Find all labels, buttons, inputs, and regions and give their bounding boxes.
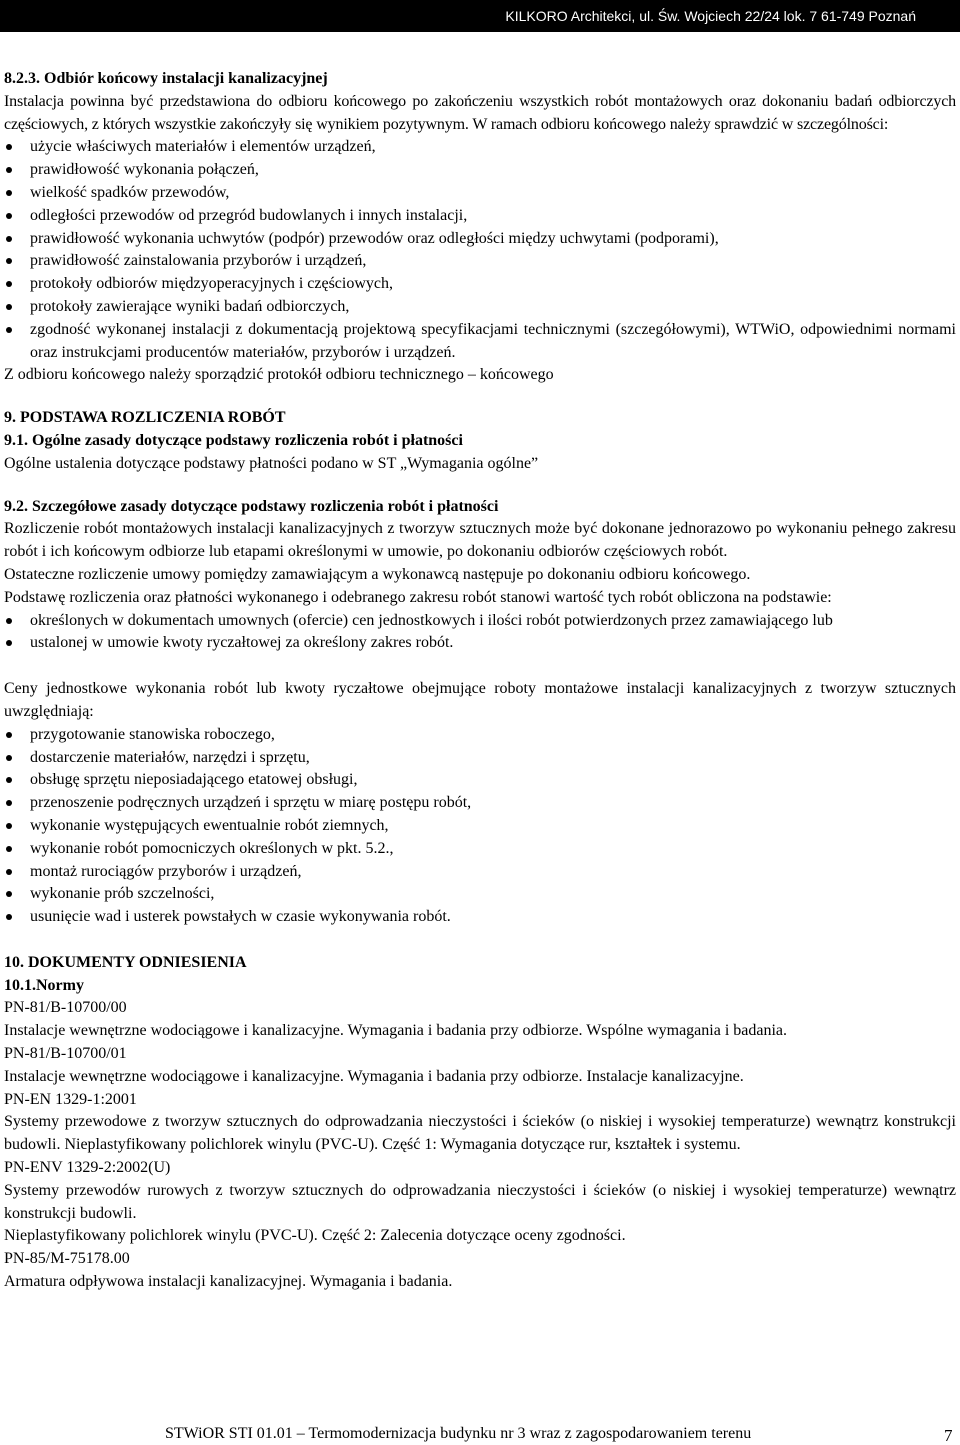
list-item: wielkość spadków przewodów, <box>4 182 956 205</box>
norm-code: PN-81/B-10700/01 <box>4 1045 127 1063</box>
basis-list <box>4 610 956 656</box>
section-92-paragraph: Podstawę rozliczenia oraz płatności wykonanego i odebranego zakresu robót stanowi wartość tych robót obliczona na podstawie: <box>4 588 832 606</box>
list-item: zgodność wykonanej instalacji z dokumentacją projektową specyfikacjami technicznymi (szczegółowymi), WTWiO, odpowiednimi normami oraz instrukcjami producentów materiałów, przyborów i urządzeń. <box>4 319 956 365</box>
norm-code: PN-85/M-75178.00 <box>4 1250 130 1268</box>
list-item: montaż rurociągów przyborów i urządzeń, <box>4 861 956 884</box>
footer-text: STWiOR STI 01.01 – Termomodernizacja budynku nr 3 wraz z zagospodarowaniem terenu <box>165 1425 752 1442</box>
norm-description: Instalacje wewnętrzne wodociągowe i kanalizacyjne. Wymagania i badania przy odbiorze. Instalacje kanalizacyjne. <box>4 1067 744 1085</box>
list-item: wykonanie robót pomocniczych określonych w pkt. 5.2., <box>4 838 956 861</box>
list-item: wykonanie występujących ewentualnie robót ziemnych, <box>4 815 956 838</box>
section-92-paragraph: Rozliczenie robót montażowych instalacji kanalizacyjnych z tworzyw sztucznych może być dokonane jednorazowo po wykonaniu pełnego zakresu robót i ich końcowym odbiorze lub etapami określonymi w umowie, po dokonaniu odbiorów częściowych robót. <box>4 520 956 561</box>
list-item: prawidłowość wykonania uchwytów (podpór) przewodów oraz odległości między uchwytami (podporami), <box>4 228 956 251</box>
norm-description: Systemy przewodowe z tworzyw sztucznych do odprowadzania nieczystości i ścieków (o niskiej i wysokiej temperaturze) wewnątrz konstrukcji budowli. Nieplastyfikowany polichlorek winylu (PVC-U). Część 1: Wymagania dotyczące rur, kształtek i systemu. <box>4 1113 956 1154</box>
price-components-list <box>4 724 956 929</box>
section-10-title: 10. DOKUMENTY ODNIESIENIA <box>4 953 247 971</box>
norm-description: Instalacje wewnętrzne wodociągowe i kanalizacyjne. Wymagania i badania przy odbiorze. Wspólne wymagania i badania. <box>4 1022 788 1040</box>
section-92-paragraph: Ostateczne rozliczenie umowy pomiędzy zamawiającym a wykonawcą następuje po dokonaniu odbioru końcowego. <box>4 565 751 583</box>
list-item: prawidłowość wykonania połączeń, <box>4 159 956 182</box>
section-92-title: 9.2. Szczegółowe zasady dotyczące podstawy rozliczenia robót i płatności <box>4 497 499 515</box>
list-item: odległości przewodów od przegród budowlanych i innych instalacji, <box>4 205 956 228</box>
section-91-text: Ogólne ustalenia dotyczące podstawy płatności podano w ST „Wymagania ogólne” <box>4 454 539 472</box>
page-header <box>0 0 960 32</box>
prices-intro: Ceny jednostkowe wykonania robót lub kwoty ryczałtowe obejmujące roboty montażowe instalacji kanalizacyjnych z tworzyw sztucznych uwzględniają: <box>4 680 956 720</box>
document-body <box>4 68 956 1294</box>
norm-code: PN-81/B-10700/00 <box>4 999 127 1017</box>
norm-description: Systemy przewodów rurowych z tworzyw sztucznych do odprowadzania nieczystości i ścieków (o niskiej i wysokiej temperaturze) wewnątrz konstrukcji budowli. <box>4 1181 956 1222</box>
norm-description-continued: Nieplastyfikowany polichlorek winylu (PVC-U). Część 2: Zalecenia dotyczące oceny zgodności. <box>4 1227 626 1245</box>
list-item: protokoły zawierające wyniki badań odbiorczych, <box>4 296 956 319</box>
section-823-intro: Instalacja powinna być przedstawiona do odbioru końcowego po zakończeniu wszystkich robót montażowych oraz dokonaniu badań odbiorczych częściowych, z których wszystkie zakończyły się wynikiem pozytywnym. W ramach odbioru końcowego należy sprawdzić w szczególności: <box>4 92 956 133</box>
section-823-title: 8.2.3. Odbiór końcowy instalacji kanalizacyjnej <box>4 70 328 87</box>
list-item: protokoły odbiorów międzyoperacyjnych i częściowych, <box>4 273 956 296</box>
list-item: usunięcie wad i usterek powstałych w czasie wykonywania robót. <box>4 906 956 929</box>
header-text: KILKORO Architekci, ul. Św. Wojciech 22/24 lok. 7 61-749 Poznań <box>505 8 916 24</box>
norm-code: PN-ENV 1329-2:2002(U) <box>4 1159 171 1177</box>
section-823-checklist <box>4 136 956 364</box>
norm-description: Armatura odpływowa instalacji kanalizacyjnej. Wymagania i badania. <box>4 1273 453 1291</box>
list-item: przenoszenie podręcznych urządzeń i sprzętu w miarę postępu robót, <box>4 792 956 815</box>
list-item: dostarczenie materiałów, narzędzi i sprzętu, <box>4 747 956 770</box>
section-91-title: 9.1. Ogólne zasady dotyczące podstawy rozliczenia robót i płatności <box>4 431 463 449</box>
section-101-title: 10.1.Normy <box>4 976 84 994</box>
section-823-closing: Z odbioru końcowego należy sporządzić protokół odbioru technicznego – końcowego <box>4 366 554 384</box>
list-item: określonych w dokumentach umownych (ofercie) cen jednostkowych i ilości robót potwierdzonych przez zamawiającego lub <box>4 610 956 633</box>
list-item: ustalonej w umowie kwoty ryczałtowej za określony zakres robót. <box>4 632 956 655</box>
section-9-title: 9. PODSTAWA ROZLICZENIA ROBÓT <box>4 409 286 427</box>
page-number: 7 <box>944 1426 953 1445</box>
list-item: przygotowanie stanowiska roboczego, <box>4 724 956 747</box>
list-item: użycie właściwych materiałów i elementów urządzeń, <box>4 136 956 159</box>
norm-code: PN-EN 1329-1:2001 <box>4 1090 137 1108</box>
list-item: wykonanie prób szczelności, <box>4 883 956 906</box>
list-item: obsługę sprzętu nieposiadającego etatowej obsługi, <box>4 769 956 792</box>
list-item: prawidłowość zainstalowania przyborów i urządzeń, <box>4 250 956 273</box>
